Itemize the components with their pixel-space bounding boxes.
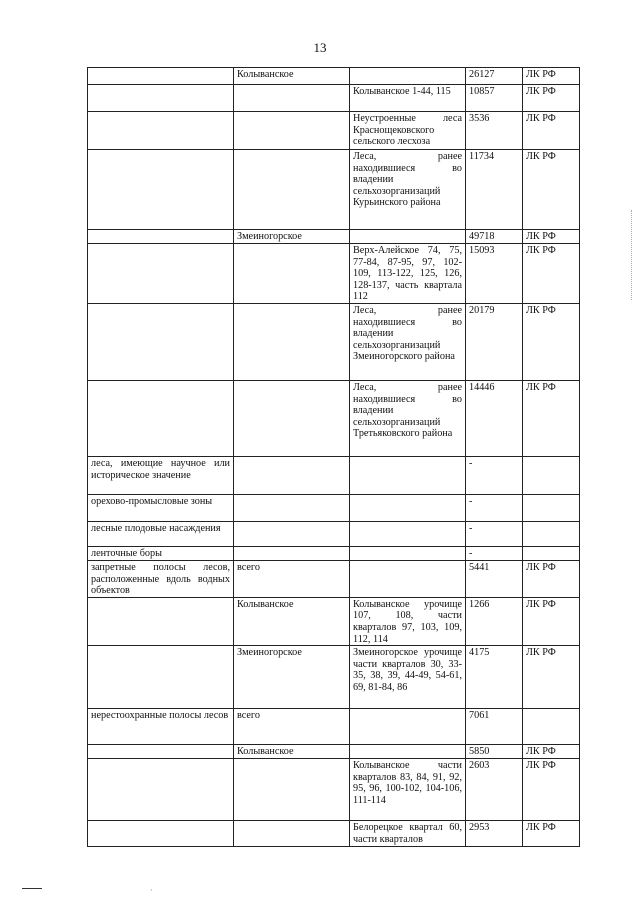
forest-category-cell <box>88 646 234 709</box>
forestry-cell: Колыванское <box>234 68 350 85</box>
forestry-cell: Колыванское <box>234 745 350 759</box>
location-cell: Колыванское урочище 107, 108, части кварталов 97, 103, 109, 112, 114 <box>350 597 466 645</box>
table-row <box>88 745 580 759</box>
table-row <box>88 495 580 522</box>
area-cell: 11734 <box>466 150 523 230</box>
forestry-cell <box>234 522 350 547</box>
legal-basis-cell: ЛК РФ <box>523 68 580 85</box>
area-cell: - <box>466 495 523 522</box>
area-cell: - <box>466 522 523 547</box>
legal-basis-cell: ЛК РФ <box>523 561 580 598</box>
margin-mark <box>631 210 634 300</box>
forest-category-cell <box>88 112 234 150</box>
area-cell: 5850 <box>466 745 523 759</box>
forestry-cell <box>234 244 350 304</box>
area-cell: - <box>466 457 523 495</box>
forest-category-cell: орехово-промысловые зоны <box>88 495 234 522</box>
forest-category-cell <box>88 85 234 112</box>
table-row <box>88 244 580 304</box>
table-row <box>88 304 580 381</box>
forest-category-cell: запретные полосы лесов, расположенные вдоль водных объектов <box>88 561 234 598</box>
location-cell: Леса, ранее находившиеся во владении сельхозорганизаций Третьяковского района <box>350 381 466 457</box>
forestry-cell: всего <box>234 561 350 598</box>
location-cell <box>350 68 466 85</box>
forest-category-cell <box>88 68 234 85</box>
table-row <box>88 561 580 598</box>
location-cell: Верх-Алейское 74, 75, 77-84, 87-95, 97, 102-109, 113-122, 125, 126, 128-137, часть квартала 112 <box>350 244 466 304</box>
forest-category-cell <box>88 304 234 381</box>
table-row <box>88 112 580 150</box>
table-row <box>88 646 580 709</box>
forest-category-cell <box>88 821 234 847</box>
forest-category-cell: леса, имеющие научное или историческое значение <box>88 457 234 495</box>
area-cell: 26127 <box>466 68 523 85</box>
footer-line <box>22 888 42 889</box>
location-cell: Белорецкое квартал 60, части кварталов <box>350 821 466 847</box>
forest-category-cell <box>88 230 234 244</box>
forestry-cell <box>234 495 350 522</box>
area-cell: 2603 <box>466 759 523 821</box>
area-cell: - <box>466 547 523 561</box>
forest-category-cell <box>88 150 234 230</box>
location-cell: Неустроенные леса Краснощековского сельского лесхоза <box>350 112 466 150</box>
area-cell: 15093 <box>466 244 523 304</box>
area-cell: 2953 <box>466 821 523 847</box>
legal-basis-cell: ЛК РФ <box>523 230 580 244</box>
forest-table-body <box>88 68 580 847</box>
forestry-cell: всего <box>234 709 350 745</box>
location-cell: Змеиногорское урочище части кварталов 30, 33-35, 38, 39, 44-49, 54-61, 69, 81-84, 86 <box>350 646 466 709</box>
table-row <box>88 150 580 230</box>
table-row <box>88 522 580 547</box>
forestry-cell: Змеиногорское <box>234 230 350 244</box>
legal-basis-cell: ЛК РФ <box>523 304 580 381</box>
forestry-cell <box>234 85 350 112</box>
legal-basis-cell: ЛК РФ <box>523 381 580 457</box>
legal-basis-cell <box>523 522 580 547</box>
table-row <box>88 85 580 112</box>
forestry-cell <box>234 759 350 821</box>
table-row <box>88 381 580 457</box>
area-cell: 3536 <box>466 112 523 150</box>
location-cell <box>350 561 466 598</box>
table-row <box>88 821 580 847</box>
forestry-cell: Колыванское <box>234 597 350 645</box>
legal-basis-cell: ЛК РФ <box>523 646 580 709</box>
forest-category-cell <box>88 244 234 304</box>
legal-basis-cell: ЛК РФ <box>523 85 580 112</box>
area-cell: 20179 <box>466 304 523 381</box>
area-cell: 7061 <box>466 709 523 745</box>
location-cell <box>350 547 466 561</box>
legal-basis-cell: ЛК РФ <box>523 821 580 847</box>
footer-mark: · <box>150 886 153 895</box>
location-cell: Колыванское части кварталов 83, 84, 91, 92, 95, 96, 100-102, 104-106, 111-114 <box>350 759 466 821</box>
legal-basis-cell: ЛК РФ <box>523 597 580 645</box>
location-cell: Леса, ранее находившиеся во владении сельхозорганизаций Змеиногорского района <box>350 304 466 381</box>
location-cell <box>350 495 466 522</box>
location-cell: Леса, ранее находившиеся во владении сельхозорганизаций Курьинского района <box>350 150 466 230</box>
forest-category-cell: нерестоохранные полосы лесов <box>88 709 234 745</box>
page-number: 13 <box>313 40 327 55</box>
table-row <box>88 230 580 244</box>
forestry-cell <box>234 821 350 847</box>
legal-basis-cell: ЛК РФ <box>523 745 580 759</box>
table-row <box>88 68 580 85</box>
location-cell <box>350 709 466 745</box>
area-cell: 14446 <box>466 381 523 457</box>
legal-basis-cell <box>523 547 580 561</box>
forestry-cell <box>234 381 350 457</box>
forest-category-cell <box>88 597 234 645</box>
location-cell <box>350 522 466 547</box>
table-row <box>88 709 580 745</box>
forestry-cell: Змеиногорское <box>234 646 350 709</box>
table-row <box>88 547 580 561</box>
forestry-cell <box>234 304 350 381</box>
legal-basis-cell: ЛК РФ <box>523 759 580 821</box>
forest-category-cell <box>88 381 234 457</box>
location-cell: Колыванское 1-44, 115 <box>350 85 466 112</box>
forest-category-cell <box>88 759 234 821</box>
legal-basis-cell <box>523 709 580 745</box>
legal-basis-cell: ЛК РФ <box>523 244 580 304</box>
forest-category-cell <box>88 745 234 759</box>
location-cell <box>350 230 466 244</box>
forest-table <box>87 67 580 847</box>
area-cell: 1266 <box>466 597 523 645</box>
forestry-cell <box>234 547 350 561</box>
location-cell <box>350 745 466 759</box>
table-row <box>88 457 580 495</box>
forest-category-cell: ленточные боры <box>88 547 234 561</box>
table-row <box>88 597 580 645</box>
forestry-cell <box>234 457 350 495</box>
forestry-cell <box>234 112 350 150</box>
area-cell: 49718 <box>466 230 523 244</box>
area-cell: 10857 <box>466 85 523 112</box>
legal-basis-cell: ЛК РФ <box>523 150 580 230</box>
area-cell: 4175 <box>466 646 523 709</box>
forestry-cell <box>234 150 350 230</box>
legal-basis-cell: ЛК РФ <box>523 112 580 150</box>
legal-basis-cell <box>523 495 580 522</box>
table-row <box>88 759 580 821</box>
area-cell: 5441 <box>466 561 523 598</box>
legal-basis-cell <box>523 457 580 495</box>
location-cell <box>350 457 466 495</box>
forest-category-cell: лесные плодовые насаждения <box>88 522 234 547</box>
